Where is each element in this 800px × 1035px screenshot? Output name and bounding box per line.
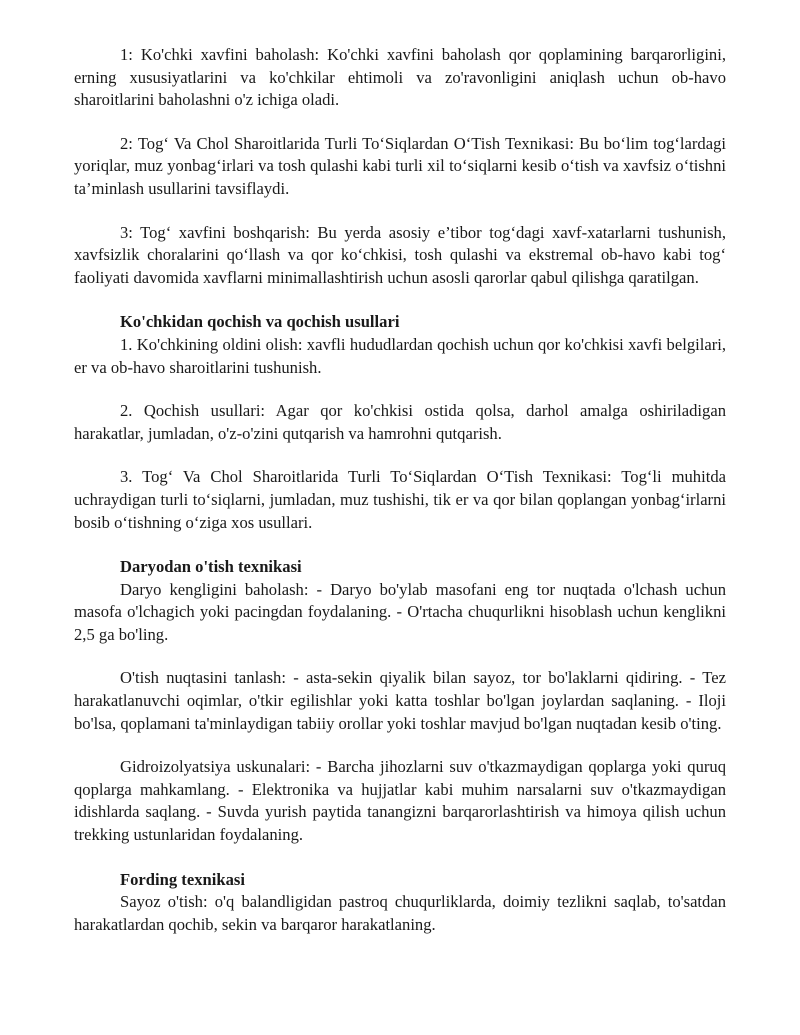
paragraph-obstacle-techniques: 3. Tog‘ Va Chol Sharoitlarida Turli To‘Siqlardan O‘Tish Texnikasi: Tog‘li muhitda uchraydigan turli to‘siqlarni, jumladan, muz tushishi, tik er va qor bilan qoplangan yonbag‘irlarni bosib o‘tishning o‘ziga xos usullari. — [74, 467, 726, 532]
heading-fording-technique: Fording texnikasi — [120, 869, 245, 889]
paragraph-mountain-risk-management: 3: Tog‘ xavfini boshqarish: Bu yerda asosiy e’tibor tog‘dagi xavf-xatarlarni tushunish, xavfsizlik choralarini qo‘llash va qor ko‘chkisi, tosh qulashi va ekstremal ob-havo kabi tog‘ faoliyati davomida xavflarni minimallashtirish uchun asosli qarorlar qabul qilishga qaratilgan. — [74, 222, 726, 287]
heading-river-crossing: Daryodan o'tish texnikasi — [120, 557, 302, 577]
paragraph-escape-methods: 2. Qochish usullari: Agar qor ko'chkisi ostida qolsa, darhol amalga oshiriladigan harakatlar, jumladan, o'z-o'zini qutqarish va hamrohni qutqarish. — [74, 401, 726, 443]
paragraph-obstacle-crossing-technique: 2: Tog‘ Va Chol Sharoitlarida Turli To‘Siqlardan O‘Tish Texnikasi: Bu bo‘lim tog‘lardagi yoriqlar, muz yonbag‘irlari va tosh qulashi kabi turli xil to‘siqlarni kesib o‘tish va xavfsiz o‘tishni ta’minlash usullarini tavsiflaydi. — [74, 133, 726, 198]
paragraph-avalanche-risk-assessment: 1: Ko'chki xavfini baholash: Ko'chki xavfini baholash qor qoplamining barqarorligini, erning xususiyatlarini va ko'chkilar ehtimoli va zo'ravonligini aniqlash uchun ob-havo sharoitlarini baholashni o'z ichiga oladi. — [74, 45, 726, 110]
paragraph-shallow-crossing: Sayoz o'tish: o'q balandligidan pastroq chuqurliklarda, doimiy tezlikni saqlab, to'satdan harakatlardan qochib, sekin va barqaror harakatlaning. — [74, 892, 726, 934]
heading-avalanche-avoidance: Ko'chkidan qochish va qochish usullari — [120, 312, 400, 332]
paragraph-crossing-point-selection: O'tish nuqtasini tanlash: - asta-sekin qiyalik bilan sayoz, tor bo'laklarni qidiring. - Tez harakatlanuvchi oqimlar, o'tkir egilishlar yoki katta toshlar bo'lgan joylardan saqlaning. - Iloji bo'lsa, qoplamani ta'minlaydigan tabiiy orollar yoki toshlar mavjud bo'lgan nuqtadan kesib o'ting. — [74, 668, 726, 733]
paragraph-waterproofing-equipment: Gidroizolyatsiya uskunalari: - Barcha jihozlarni suv o'tkazmaydigan qoplarga yoki quruq qoplarga mahkamlang. - Elektronika va hujjatlar kabi muhim narsalarni suv o'tkazmaydigan idishlarda saqlang. - Suvda yurish paytida tanangizni barqarorlashtirish va himoya qilish uchun trekking ustunlaridan foydalaning. — [74, 757, 726, 845]
paragraph-river-width-assessment: Daryo kengligini baholash: - Daryo bo'ylab masofani eng tor nuqtada o'lchash uchun masofa o'lchagich yoki pacingdan foydalaning. - O'rtacha chuqurlikni hisoblash uchun kenglikni 2,5 ga bo'ling. — [74, 579, 726, 644]
paragraph-avalanche-prevention: 1. Ko'chkining oldini olish: xavfli hududlardan qochish uchun qor ko'chkisi xavfi belgilari, er va ob-havo sharoitlarini tushunish. — [74, 334, 726, 377]
